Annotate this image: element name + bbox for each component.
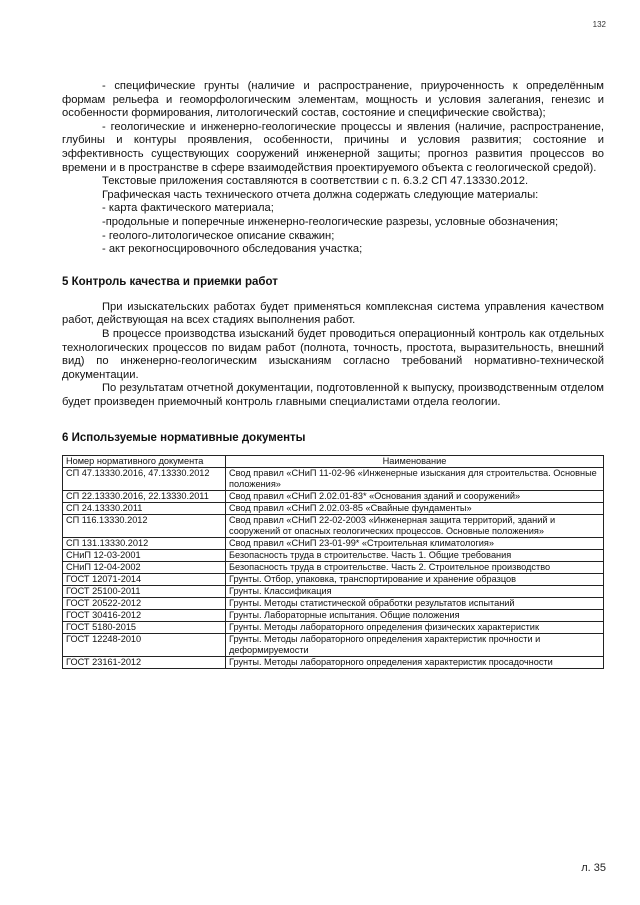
doc-title: Свод правил «СНиП 2.02.03-85 «Свайные фундаменты» xyxy=(226,503,604,515)
doc-title: Грунты. Методы лабораторного определения характеристик просадочности xyxy=(226,657,604,669)
paragraph: При изыскательских работах будет применяться комплексная система управления качеством работ, действующая на всех стадиях выполнения работ. xyxy=(62,300,604,327)
column-header-number: Номер нормативного документа xyxy=(63,456,226,468)
doc-title: Грунты. Методы лабораторного определения характеристик прочности и деформируемости xyxy=(226,634,604,657)
table-row xyxy=(63,622,604,634)
section-6-heading: 6 Используемые нормативные документы xyxy=(62,432,306,445)
doc-number: ГОСТ 5180-2015 xyxy=(63,622,226,634)
doc-number: СП 24.13330.2011 xyxy=(63,503,226,515)
table-row xyxy=(63,610,604,622)
paragraph: - карта фактического материала; xyxy=(102,202,274,215)
table-row xyxy=(63,657,604,669)
paragraph: В процессе производства изысканий будет проводиться операционный контроль как отдельных технологических процессов по видам работ (полнота, точность, простота, выразительность, внешний вид) по инженерно-геологическим изысканиям согласно требований нормативно-технической документации. xyxy=(62,327,604,381)
doc-title: Грунты. Отбор, упаковка, транспортирование и хранение образцов xyxy=(226,574,604,586)
normative-documents-table xyxy=(62,455,604,669)
table-row xyxy=(63,586,604,598)
document-body xyxy=(62,80,604,669)
paragraph: -продольные и поперечные инженерно-геологические разрезы, условные обозначения; xyxy=(102,215,559,228)
doc-title: Грунты. Методы лабораторного определения физических характеристик xyxy=(226,622,604,634)
doc-number: ГОСТ 30416-2012 xyxy=(63,610,226,622)
paragraph: - геолого-литологическое описание скважин; xyxy=(102,229,335,242)
table-row xyxy=(63,491,604,503)
paragraph: Графическая часть технического отчета должна содержать следующие материалы: xyxy=(102,188,539,201)
page-number-top: 132 xyxy=(592,20,606,29)
doc-number: ГОСТ 20522-2012 xyxy=(63,598,226,610)
table-header-row xyxy=(63,456,604,468)
doc-number: ГОСТ 25100-2011 xyxy=(63,586,226,598)
doc-title: Грунты. Методы статистической обработки результатов испытаний xyxy=(226,598,604,610)
doc-title: Безопасность труда в строительстве. Часть 2. Строительное производство xyxy=(226,562,604,574)
doc-number: СП 22.13330.2016, 22.13330.2011 xyxy=(63,491,226,503)
table-row xyxy=(63,503,604,515)
paragraph: По результатам отчетной документации, подготовленной к выпуску, производственным отделом будет произведен приемочный контроль главными специалистами отдела геологии. xyxy=(62,382,604,408)
table-row xyxy=(63,562,604,574)
doc-number: ГОСТ 12071-2014 xyxy=(63,574,226,586)
paragraph: - специфические грунты (наличие и распространение, приуроченность к определённым формам рельефа и геоморфологическим элементам, мощность и условия залегания, генезис и особенности формирования, литологический состав, состояние и специфические свойства); xyxy=(62,80,604,120)
doc-number: СНиП 12-03-2001 xyxy=(63,550,226,562)
table-row xyxy=(63,468,604,491)
doc-title: Грунты. Лабораторные испытания. Общие положения xyxy=(226,610,604,622)
table-row xyxy=(63,515,604,538)
table-row xyxy=(63,574,604,586)
doc-number: ГОСТ 12248-2010 xyxy=(63,634,226,657)
section-5-heading: 5 Контроль качества и приемки работ xyxy=(62,275,278,288)
doc-title: Свод правил «СНиП 2.02.01-83* «Основания зданий и сооружений» xyxy=(226,491,604,503)
table-row xyxy=(63,550,604,562)
doc-title: Свод правил «СНиП 11-02-96 «Инженерные изыскания для строительства. Основные положения» xyxy=(226,468,604,491)
paragraph: - акт рекогносцировочного обследования участка; xyxy=(102,243,363,256)
doc-title: Грунты. Классификация xyxy=(226,586,604,598)
paragraph: - геологические и инженерно-геологические процессы и явления (наличие, распространение, глубины и контуры проявления, особенности, причины и условия развития; состояние и эффективность существующих сооружений инженерной защиты; прогноз развития процессов во времени и в пространстве в сфере взаимодействия проектируемого объекта с геологической средой). xyxy=(62,120,604,174)
doc-number: СНиП 12-04-2002 xyxy=(63,562,226,574)
table-row xyxy=(63,634,604,657)
column-header-name: Наименование xyxy=(226,456,604,468)
doc-title: Безопасность труда в строительстве. Часть 1. Общие требования xyxy=(226,550,604,562)
paragraph: Текстовые приложения составляются в соответствии с п. 6.3.2 СП 47.13330.2012. xyxy=(102,175,529,188)
doc-number: СП 131.13330.2012 xyxy=(63,538,226,550)
table-row xyxy=(63,538,604,550)
doc-title: Свод правил «СНиП 23-01-99* «Строительная климатология» xyxy=(226,538,604,550)
doc-title: Свод правил «СНиП 22-02-2003 «Инженерная защита территорий, зданий и сооружений от опасных геологических процессов. Основные положения» xyxy=(226,515,604,538)
doc-number: ГОСТ 23161-2012 xyxy=(63,657,226,669)
doc-number: СП 47.13330.2016, 47.13330.2012 xyxy=(63,468,226,491)
sheet-number: л. 35 xyxy=(581,862,606,874)
table-row xyxy=(63,598,604,610)
doc-number: СП 116.13330.2012 xyxy=(63,515,226,538)
